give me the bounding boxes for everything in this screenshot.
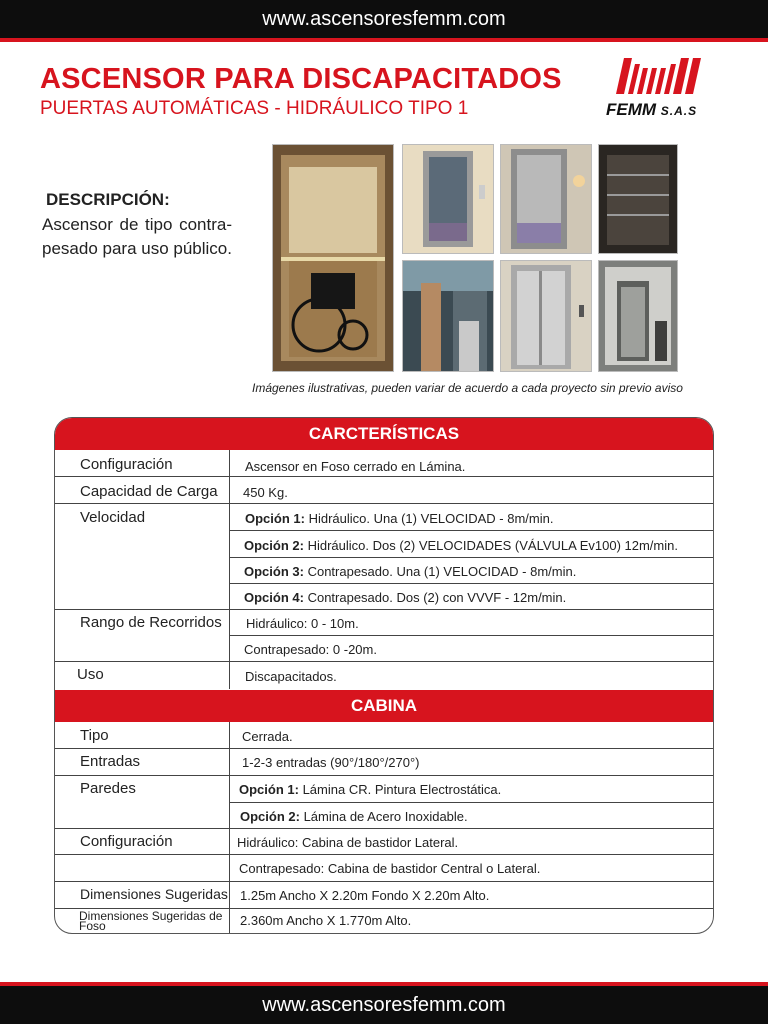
cabina-heading: CABINA — [55, 690, 713, 722]
capacidad-label: Capacidad de Carga — [80, 483, 218, 500]
dimensiones-foso-label: Dimensiones Sugeridas de Foso — [79, 909, 223, 933]
caracteristicas-heading: CARCTERÍSTICAS — [55, 418, 713, 450]
uso-label: Uso — [77, 666, 104, 683]
logo-name: FEMM — [606, 100, 657, 119]
option-prefix: Opción 4: — [244, 590, 304, 605]
option-prefix: Opción 2: — [244, 538, 304, 553]
option-text: Lámina CR. Pintura Electrostática. — [302, 782, 502, 797]
elevator-cabin-photo-2 — [598, 260, 678, 372]
row-divider — [55, 881, 713, 882]
option-prefix: Opción 1: — [239, 782, 299, 797]
option-text: Hidráulico. Dos (2) VELOCIDADES (VÁLVULA Ev100) 12m/min. — [307, 538, 678, 553]
velocidad-option — [244, 564, 576, 579]
cabina-configuracion-value: Hidráulico: Cabina de bastidor Lateral. — [237, 835, 459, 850]
velocidad-option — [244, 538, 678, 553]
entradas-label: Entradas — [80, 753, 141, 770]
paredes-option — [239, 782, 501, 797]
description-text: Ascensor de tipo contra-pesado para uso público. — [42, 215, 232, 258]
row-divider — [230, 802, 713, 803]
row-divider — [55, 609, 713, 610]
row-divider — [55, 503, 713, 504]
header-website[interactable]: www.ascensoresfemm.com — [0, 0, 768, 38]
elevator-cabin-photo-1 — [598, 144, 678, 254]
header-divider — [0, 38, 768, 42]
femm-logo-mark-icon — [606, 54, 710, 98]
paredes-label: Paredes — [80, 780, 136, 797]
rango-label: Rango de Recorridos — [80, 614, 222, 631]
row-divider — [230, 557, 713, 558]
dimensiones-foso-value: 2.360m Ancho X 1.770m Alto. — [240, 913, 412, 928]
page-subtitle: PUERTAS AUTOMÁTICAS - HIDRÁULICO TIPO 1 — [40, 98, 469, 119]
dimensiones-value: 1.25m Ancho X 2.20m Fondo X 2.20m Alto. — [240, 888, 490, 903]
row-divider — [230, 583, 713, 584]
uso-value: Discapacitados. — [245, 669, 337, 684]
configuracion-value: Ascensor en Foso cerrado en Lámina. — [245, 459, 466, 474]
row-divider — [55, 661, 713, 662]
row-divider — [230, 530, 713, 531]
velocidad-option — [245, 511, 553, 526]
option-prefix: Opción 3: — [244, 564, 304, 579]
tipo-value: Cerrada. — [242, 729, 293, 744]
elevator-building-photo — [402, 260, 494, 372]
image-caption: Imágenes ilustrativas, pueden variar de acuerdo a cada proyecto sin previo aviso — [252, 381, 683, 395]
paredes-option — [240, 809, 468, 824]
rango-value: Contrapesado: 0 -20m. — [244, 642, 377, 657]
option-prefix: Opción 2: — [240, 809, 300, 824]
rango-value: Hidráulico: 0 - 10m. — [246, 616, 359, 631]
option-prefix: Opción 1: — [245, 511, 305, 526]
velocidad-label: Velocidad — [80, 509, 146, 526]
cabina-configuracion-value: Contrapesado: Cabina de bastidor Central o Lateral. — [239, 861, 541, 876]
page-title: ASCENSOR PARA DISCAPACITADOS — [40, 63, 562, 95]
velocidad-option — [244, 590, 566, 605]
row-divider — [55, 748, 713, 749]
option-text: Contrapesado. Dos (2) con VVVF - 12m/min. — [307, 590, 567, 605]
row-divider — [55, 476, 713, 477]
tipo-label: Tipo — [80, 727, 109, 744]
description-heading: DESCRIPCIÓN: — [46, 190, 170, 209]
dimensiones-label: Dimensiones Sugeridas — [80, 886, 228, 902]
option-text: Contrapesado. Una (1) VELOCIDAD - 8m/min. — [307, 564, 577, 579]
column-divider — [229, 450, 230, 689]
logo-suffix: S.A.S — [660, 104, 698, 118]
specs-card — [54, 417, 714, 934]
footer-website[interactable]: www.ascensoresfemm.com — [0, 986, 768, 1024]
configuracion-label: Configuración — [80, 456, 173, 473]
row-divider — [55, 828, 713, 829]
option-text: Hidráulico. Una (1) VELOCIDAD - 8m/min. — [308, 511, 554, 526]
capacidad-value: 450 Kg. — [243, 485, 288, 500]
row-divider — [55, 775, 713, 776]
row-divider — [230, 635, 713, 636]
row-divider — [55, 854, 713, 855]
entradas-value: 1-2-3 entradas (90°/180°/270°) — [242, 755, 420, 770]
elevator-door-photo-1 — [402, 144, 494, 254]
elevator-door-photo-3 — [500, 260, 592, 372]
cabina-configuracion-label: Configuración — [80, 833, 173, 850]
option-text: Lámina de Acero Inoxidable. — [303, 809, 468, 824]
elevator-door-photo-2 — [500, 144, 592, 254]
logo-wordmark — [606, 100, 697, 120]
femm-logo — [606, 54, 726, 120]
elevator-wheelchair-photo — [272, 144, 394, 372]
